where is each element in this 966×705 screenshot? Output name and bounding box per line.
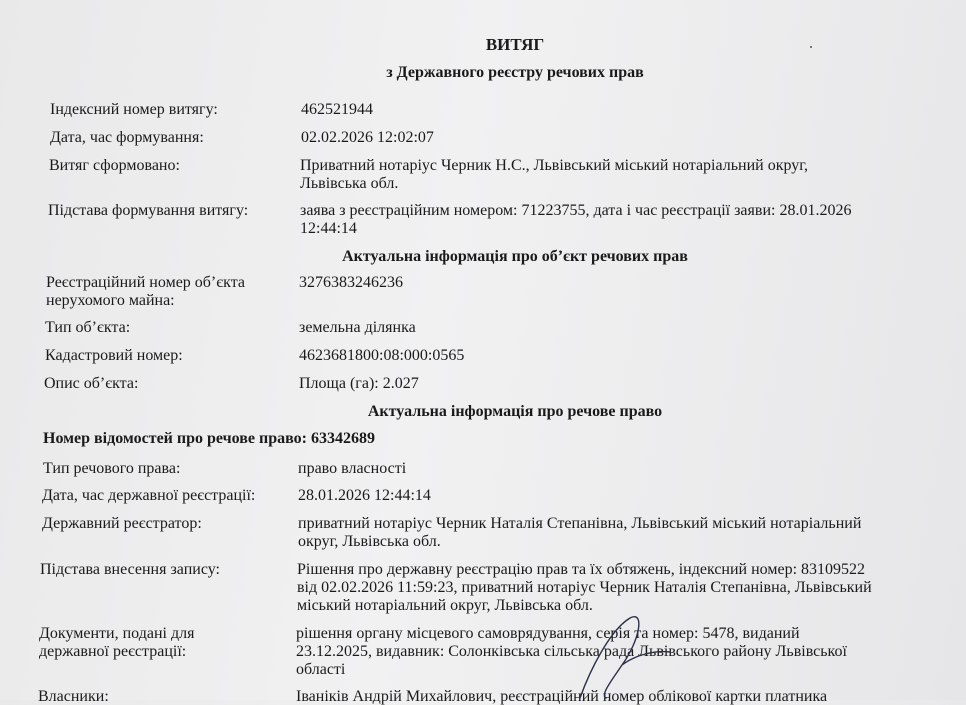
formed-value-line2: Львівська обл. [300,175,399,192]
right-type-value: право власності [298,460,407,477]
reg-number-value: 3276383246236 [299,274,403,291]
formed-label: Витяг сформовано: [49,157,180,174]
document-subtitle: з Державного реєстру речових прав [386,64,644,81]
docs-value-line3: області [296,661,346,678]
entry-basis-label: Підстава внесення запису: [40,561,220,578]
docs-value-line2: 23.12.2025, видавник: Солонківська сільська рада Львівського району Львівської [296,643,847,660]
date-label: Дата, час формування: [50,129,204,146]
reg-date-label: Дата, час державної реєстрації: [42,487,256,504]
index-label: Індексний номер витягу: [50,101,218,118]
registrar-label: Державний реєстратор: [42,515,202,532]
right-type-label: Тип речового права: [43,460,181,477]
docs-label-line2: державної реєстрації: [39,643,187,660]
handwritten-signature [560,610,680,700]
reg-date-value: 28.01.2026 12:44:14 [298,487,431,504]
registrar-value-line2: округ, Львівська обл. [298,533,441,550]
right-section-heading: Актуальна інформація про речове право [367,403,663,420]
docs-label-line1: Документи, подані для [39,625,195,642]
owners-label: Власники: [38,688,109,705]
cadastral-label: Кадастровий номер: [45,347,183,364]
record-number: Номер відомостей про речове право: 63342689 [43,430,375,447]
date-value: 02.02.2026 12:02:07 [301,129,434,146]
reg-number-label-line2: нерухомого майна: [46,292,175,309]
owners-value: Іваніків Андрій Михайлович, реєстраційний номер облікової картки платника [296,688,828,705]
entry-basis-value-line1: Рішення про державну реєстрацію прав та їх обтяжень, індексний номер: 83109522 [297,561,866,578]
object-desc-label: Опис об’єкта: [44,375,139,392]
object-desc-value: Площа (га): 2.027 [299,375,419,392]
index-value: 462521944 [301,101,373,118]
document-title: ВИТЯГ [485,35,545,54]
basis-label: Підстава формування витягу: [48,202,249,219]
cadastral-value: 4623681800:08:000:0565 [299,347,465,364]
entry-basis-value-line3: міський нотаріальний округ, Львівська обл. [297,597,593,614]
reg-number-label-line1: Реєстраційний номер об’єкта [46,274,245,291]
entry-basis-value-line2: від 02.02.2026 11:59:23, приватний нотаріус Черник Наталія Степанівна, Львівський [297,579,872,596]
formed-value-line1: Приватний нотаріус Черник Н.С., Львівський міський нотаріальний округ, [300,157,809,174]
basis-value-line1: заява з реєстраційним номером: 71223755, дата і час реєстрації заяви: 28.01.2026 [300,202,852,219]
basis-value-line2: 12:44:14 [300,220,357,237]
object-type-label: Тип об’єкта: [45,319,131,336]
docs-value-line1: рішення органу місцевого самоврядування, серія та номер: 5478, виданий [296,625,800,642]
object-section-heading: Актуальна інформація про об’єкт речових прав [342,248,688,265]
registrar-value-line1: приватний нотаріус Черник Наталія Степанівна, Львівський міський нотаріальний [298,515,862,532]
object-type-value: земельна ділянка [299,319,416,336]
